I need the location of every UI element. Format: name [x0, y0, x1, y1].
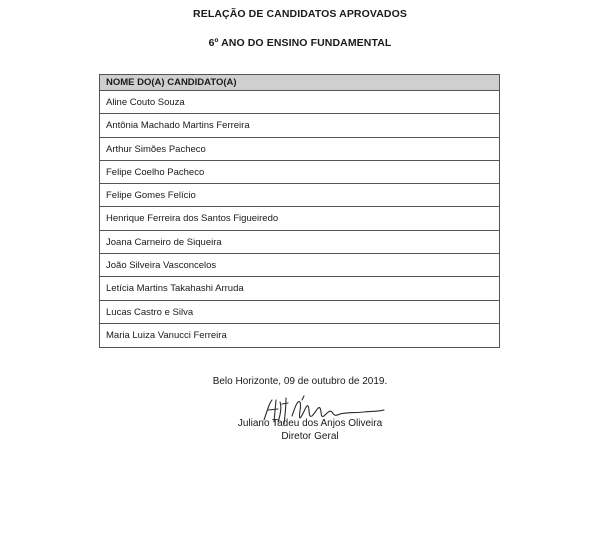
table-row: Henrique Ferreira dos Santos Figueiredo — [100, 207, 499, 230]
table-row: Felipe Gomes Felício — [100, 184, 499, 207]
table-row: Felipe Coelho Pacheco — [100, 161, 499, 184]
table-column-header: NOME DO(A) CANDIDATO(A) — [100, 75, 499, 91]
candidates-table — [99, 74, 500, 348]
table-row: João Silveira Vasconcelos — [100, 254, 499, 277]
document-title: RELAÇÃO DE CANDIDATOS APROVADOS — [193, 8, 407, 20]
table-row: Lucas Castro e Silva — [100, 301, 499, 324]
table-row: Antônia Machado Martins Ferreira — [100, 114, 499, 137]
signer-role: Diretor Geral — [281, 431, 339, 442]
table-row: Joana Carneiro de Siqueira — [100, 231, 499, 254]
table-row: Maria Luiza Vanucci Ferreira — [106, 329, 227, 341]
signer-name: Juliano Tadeu dos Anjos Oliveira — [237, 418, 383, 429]
table-row: Letícia Martins Takahashi Arruda — [100, 277, 499, 300]
document-subtitle: 6º ANO DO ENSINO FUNDAMENTAL — [208, 37, 392, 49]
table-row: Aline Couto Souza — [100, 91, 499, 114]
place-and-date: Belo Horizonte, 09 de outubro de 2019. — [212, 376, 388, 387]
table-row: Arthur Simões Pacheco — [100, 138, 499, 161]
